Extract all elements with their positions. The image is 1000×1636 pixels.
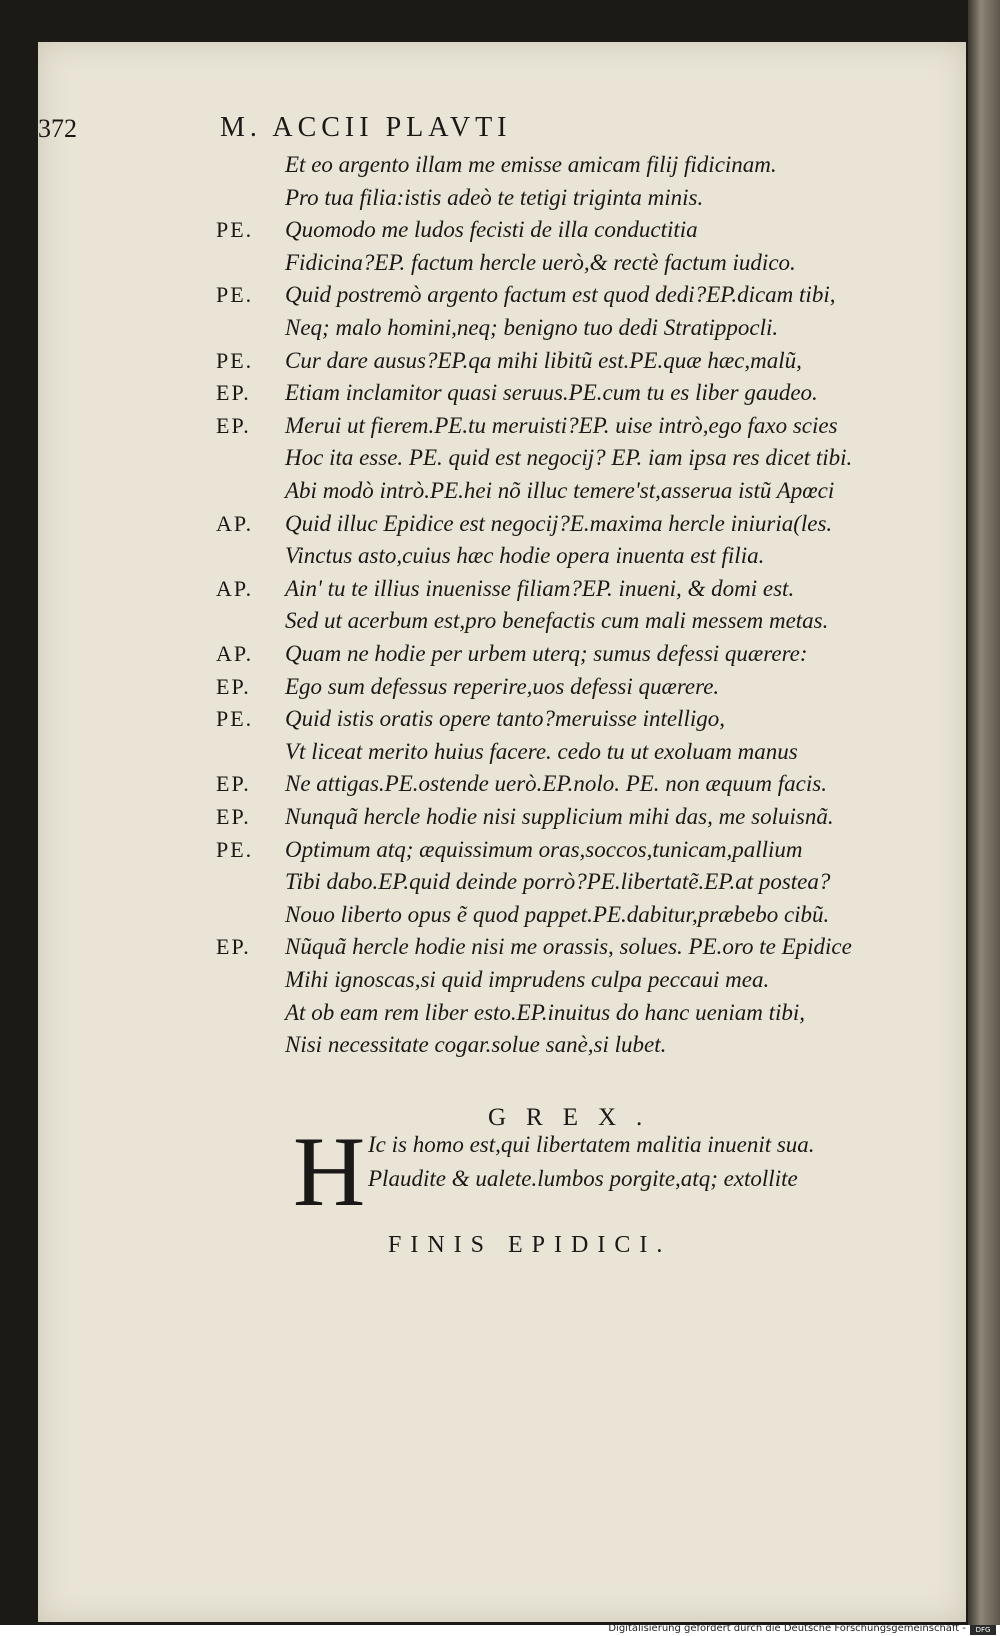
line-text: Abi modò intrò.PE.hei nõ illuc temere'st,asserua istũ Apœci (285, 478, 835, 503)
line-text: Ain' tu te illius inuenisse filiam?EP. inueni, & domi est. (285, 575, 795, 601)
speaker-label: PE. (216, 347, 254, 373)
grex-heading: GREX. (488, 1104, 663, 1131)
line-text: Ego sum defessus reperire,uos defessi quærere. (285, 673, 720, 699)
speaker-label: EP. (216, 673, 251, 699)
speaker-label: EP. (216, 380, 251, 406)
line-text: Quid illuc Epidice est negocij?E.maxima hercle iniuria(les. (285, 510, 833, 536)
speaker-label: AP. (216, 575, 254, 601)
line-text: Nisi necessitate cogar.solue sanè,si lubet. (285, 1032, 667, 1058)
line-text: Vinctus asto,cuius hæc hodie opera inuenta est filia. (285, 543, 765, 569)
grex-line-1: Ic is homo est,qui libertatem malitia inuenit sua. (368, 1132, 815, 1157)
speaker-label: AP. (216, 641, 254, 666)
footer-bar (0, 1625, 1000, 1636)
finis: FINIS EPIDICI. (388, 1232, 672, 1258)
line-text: Neq; malo homini,neq; benigno tuo dedi Stratippocli. (285, 315, 779, 340)
line-text: Et eo argento illam me emisse amicam filij fidicinam. (285, 152, 777, 177)
speaker-label: EP. (216, 804, 251, 829)
line-text: Cur dare ausus?EP.qa mihi libitũ est.PE.quæ hæc,malũ, (285, 347, 802, 373)
line-text: Fidicina?EP. factum hercle uerò,& rectè factum iudico. (285, 249, 796, 275)
speaker-label: PE. (216, 836, 254, 862)
line-text: Quam ne hodie per urbem uterq; sumus defessi quærere: (285, 641, 808, 666)
line-text: Quid istis oratis opere tanto?meruisse intelligo, (285, 706, 725, 732)
speaker-label: EP. (216, 934, 251, 960)
speaker-label: EP. (216, 771, 251, 797)
line-text: Optimum atq; æquissimum oras,soccos,tunicam,pallium (285, 836, 803, 862)
line-text: Sed ut acerbum est,pro benefactis cum mali messem metas. (285, 608, 829, 634)
line-text: Quid postremò argento factum est quod dedi?EP.dicam tibi, (285, 282, 836, 308)
line-text: Merui ut fierem.PE.tu meruisti?EP. uise intrò,ego faxo scies (285, 412, 838, 438)
line-text: Mihi ignoscas,si quid imprudens culpa peccaui mea. (285, 967, 770, 992)
grex-line-2: Plaudite & ualete.lumbos porgite,atq; extollite (368, 1166, 798, 1191)
line-text: Nunquã hercle hodie nisi supplicium mihi das, me soluisnã. (285, 804, 834, 829)
speaker-label: PE. (216, 282, 254, 308)
running-header: M. ACCII PLAVTI (220, 112, 512, 143)
speaker-label: PE. (216, 217, 254, 243)
line-text: Tibi dabo.EP.quid deinde porrò?PE.libertatẽ.EP.at postea? (285, 869, 831, 895)
line-text: Etiam inclamitor quasi seruus.PE.cum tu es liber gaudeo. (285, 380, 818, 406)
dropcap: H (293, 1116, 366, 1227)
dfg-logo: DFG (970, 1625, 996, 1635)
line-text: Quomodo me ludos fecisti de illa conductitia (285, 217, 698, 243)
page-number: 372 (38, 114, 77, 143)
footer-credit: Digitalisierung gefördert durch die Deutsche Forschungsgemeinschaft - (608, 1623, 966, 1634)
line-text: Hoc ita esse. PE. quid est negocij? EP. iam ipsa res dicet tibi. (285, 445, 853, 471)
book-page (38, 42, 966, 1622)
speaker-label: AP. (216, 510, 254, 536)
line-text: Ne attigas.PE.ostende uerò.EP.nolo. PE. non æquum facis. (285, 771, 827, 797)
speaker-label: PE. (216, 706, 254, 732)
speaker-label: EP. (216, 412, 251, 438)
line-text: Nouo liberto opus ẽ quod pappet.PE.dabitur,præbebo cibũ. (285, 901, 830, 927)
adjacent-page-edge (968, 0, 1000, 1625)
line-text: Vt liceat merito huius facere. cedo tu ut exoluam manus (285, 738, 798, 764)
line-text: At ob eam rem liber esto.EP.inuitus do hanc ueniam tibi, (285, 999, 806, 1025)
line-text: Nũquã hercle hodie nisi me orassis, solues. PE.oro te Epidice (285, 934, 852, 960)
line-text: Pro tua filia:istis adeò te tetigi triginta minis. (285, 184, 704, 210)
